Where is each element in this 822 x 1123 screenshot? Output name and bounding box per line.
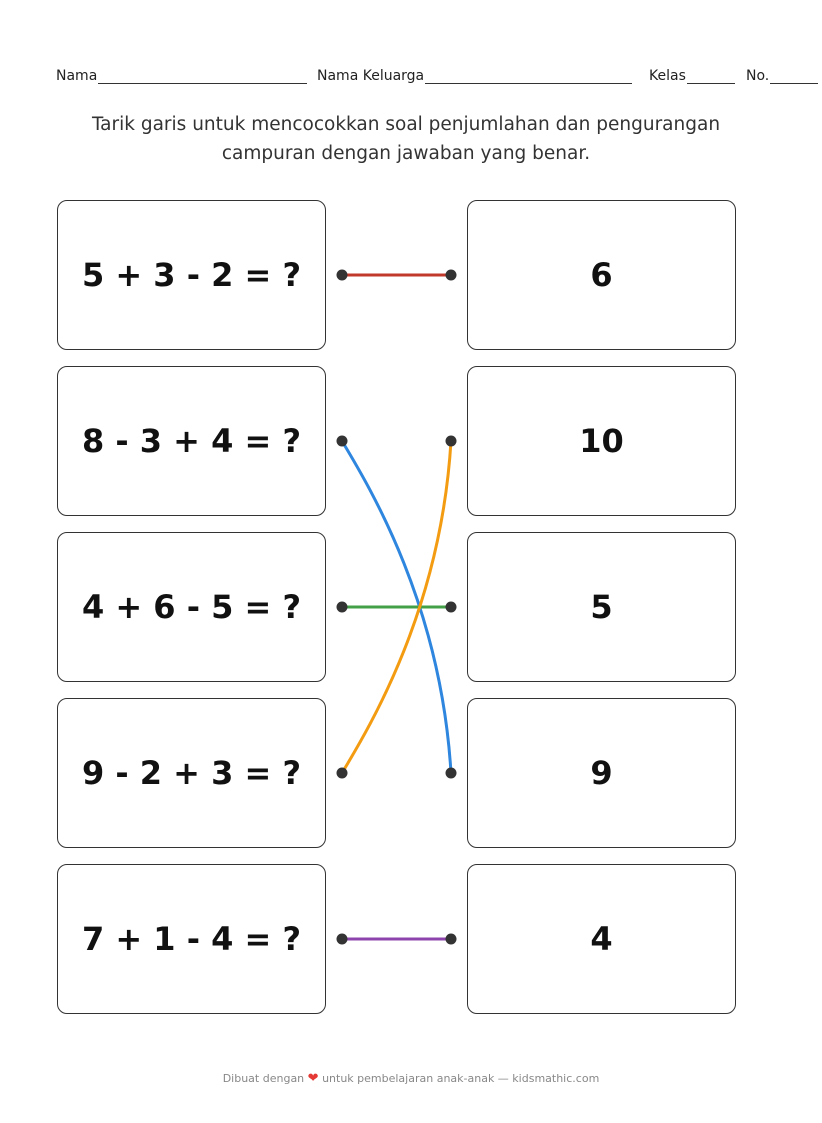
instruction-line-2: campuran dengan jawaban yang benar. [221, 143, 591, 164]
problem-dot-1[interactable] [337, 270, 348, 281]
problem-card-4[interactable]: 9 - 2 + 3 = ? [57, 698, 326, 848]
answer-dot-3[interactable] [446, 602, 457, 613]
answer-card-2[interactable]: 10 [467, 366, 736, 516]
heart-icon: ❤ [307, 1071, 319, 1086]
problem-card-1[interactable]: 5 + 3 - 2 = ? [57, 200, 326, 350]
problem-card-5[interactable]: 7 + 1 - 4 = ? [57, 864, 326, 1014]
number-label: No. [746, 68, 770, 84]
class-label: Kelas [649, 68, 686, 84]
answer-dot-2[interactable] [446, 436, 457, 447]
footer [0, 1071, 822, 1086]
problem-dot-5[interactable] [337, 934, 348, 945]
answer-card-5[interactable]: 4 [467, 864, 736, 1014]
footer-text-before: Dibuat dengan [222, 1072, 305, 1085]
problem-card-3[interactable]: 4 + 6 - 5 = ? [57, 532, 326, 682]
family-name-label: Nama Keluarga [317, 68, 425, 84]
answer-card-4[interactable]: 9 [467, 698, 736, 848]
problem-dot-3[interactable] [337, 602, 348, 613]
footer-text-after: untuk pembelajaran anak-anak — kidsmathic.com [322, 1072, 600, 1085]
problem-dot-2[interactable] [337, 436, 348, 447]
answer-card-1[interactable]: 6 [467, 200, 736, 350]
instruction-line-1: Tarik garis untuk mencocokkan soal penjumlahan dan pengurangan [91, 114, 721, 135]
answer-dot-4[interactable] [446, 768, 457, 779]
problem-dot-4[interactable] [337, 768, 348, 779]
problem-card-2[interactable]: 8 - 3 + 4 = ? [57, 366, 326, 516]
answer-dot-1[interactable] [446, 270, 457, 281]
name-label: Nama [56, 68, 98, 84]
answer-card-3[interactable]: 5 [467, 532, 736, 682]
answer-dot-5[interactable] [446, 934, 457, 945]
